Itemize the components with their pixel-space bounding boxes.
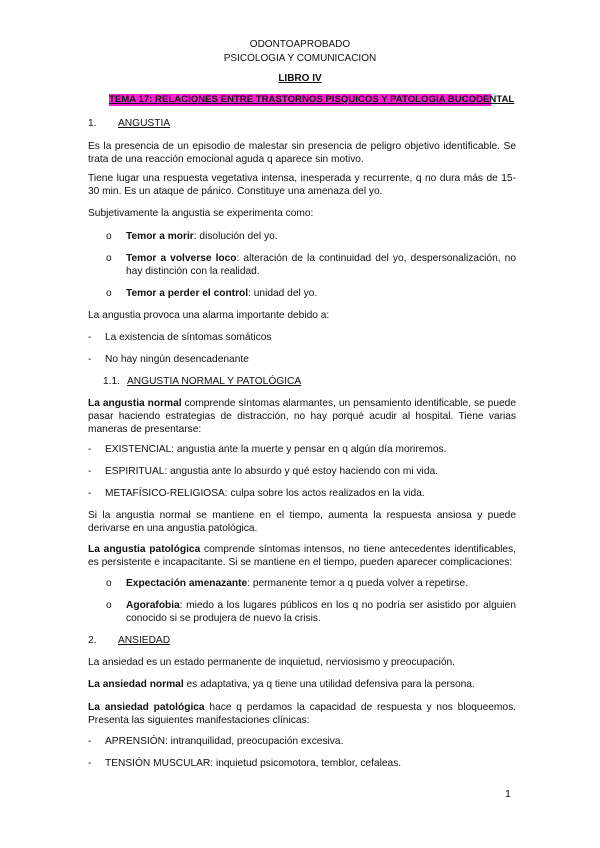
section-2-number: 2. — [88, 635, 97, 646]
bullet-marker: o — [106, 288, 112, 299]
dash-text: METAFÍSICO-RELIGIOSA: culpa sobre los actos realizados en la vida. — [105, 488, 425, 499]
bullet-term: Temor a perder el control — [126, 288, 249, 299]
s1-dash-1 — [88, 331, 516, 344]
term-angustia-patologica: La angustia patológica — [88, 544, 201, 555]
header-subject: PSICOLOGIA Y COMUNICACION — [223, 53, 377, 64]
s1-paragraph-2: Tiene lugar una respuesta vegetativa intensa, inesperada y recurrente, q no dura más de 15-30 min. Es un ataque de pánico. Constituye una amenaza del yo. — [88, 173, 516, 197]
bullet-text: : miedo a los lugares públicos en los q no podría ser asistido por alguien conocido si se produjera de nuevo la crisis. — [126, 600, 516, 624]
s1-dash-2 — [88, 353, 516, 366]
bullet-marker: o — [106, 578, 112, 589]
s11-dash-2 — [88, 465, 516, 478]
section-2-heading — [88, 634, 170, 647]
s1-bullet-1 — [106, 230, 516, 243]
s11-paragraph-2: Si la angustia normal se mantiene en el tiempo, aumenta la respuesta ansiosa y puede derivarse en una angustia patológica. — [88, 510, 516, 534]
dash-marker: - — [88, 758, 92, 769]
dash-marker: - — [88, 332, 92, 343]
header-libro: LIBRO IV — [278, 73, 322, 84]
section-1-1-title: ANGUSTIA NORMAL Y PATOLÓGICA — [127, 376, 302, 387]
s2-paragraph-3 — [88, 701, 516, 727]
s11-paragraph-3-text: comprende síntomas intensos, no tiene antecedentes identificables, es persistente e incapacitante. Si se mantiene en el tiempo, pueden aparecer complicaciones: — [88, 544, 516, 568]
bullet-term: Temor a morir — [126, 231, 194, 242]
s11-bullet-1 — [106, 577, 516, 590]
dash-text: TENSIÓN MUSCULAR: inquietud psicomotora, temblor, cefaleas. — [105, 758, 402, 769]
page-number: 1 — [505, 788, 511, 800]
dash-text: ESPIRITUAL: angustia ante lo absurdo y qué estoy haciendo con mi vida. — [105, 466, 438, 477]
tema-title: TEMA 17: RELACIONES ENTRE TRASTORNOS PISQUICOS Y PATOLOGIA BUCODENTAL — [109, 94, 515, 105]
bullet-text: : disolución del yo. — [193, 231, 278, 242]
s1-bullet-3 — [106, 287, 516, 300]
section-2-title: ANSIEDAD — [118, 635, 171, 646]
s11-paragraph-3 — [88, 543, 516, 569]
section-1-heading — [88, 117, 170, 130]
section-1-1-heading — [103, 375, 301, 388]
dash-marker: - — [88, 488, 92, 499]
bullet-marker: o — [106, 231, 112, 242]
bullet-marker: o — [106, 253, 112, 264]
s1-paragraph-1: Es la presencia de un episodio de malestar sin presencia de peligro objetivo identificable. Se trata de una reacción emocional aguda q aparece sin motivo. — [88, 141, 516, 165]
s2-paragraph-1: La ansiedad es un estado permanente de inquietud, nerviosismo y preocupación. — [88, 657, 455, 668]
bullet-term: Temor a volverse loco — [126, 253, 237, 264]
dash-text: APRENSIÓN: intranquilidad, preocupación excesiva. — [105, 736, 344, 747]
s11-paragraph-1-text: comprende síntomas alarmantes, un pensamiento identificable, se puede pasar haciendo estrategias de distracción, no hay porqué acudir al hospital. Tiene varias maneras de presentarse: — [88, 398, 517, 435]
s1-paragraph-3: Subjetivamente la angustia se experimenta como: — [88, 208, 314, 219]
bullet-marker: o — [106, 600, 112, 611]
dash-text: No hay ningún desencadenante — [105, 354, 249, 365]
term-ansiedad-patologica: La ansiedad patológica — [88, 702, 205, 713]
s2-dash-1 — [88, 735, 516, 748]
s11-paragraph-1 — [88, 397, 516, 436]
s2-paragraph-3-text: hace q perdamos la capacidad de respuesta y nos bloqueemos. Presenta las siguientes manifestaciones clínicas: — [88, 702, 516, 726]
dash-text: EXISTENCIAL: angustia ante la muerte y pensar en q algún día moriremos. — [105, 444, 447, 455]
s11-bullet-2 — [106, 599, 516, 625]
bullet-text: : alteración de la continuidad del yo, despersonalización, no hay distinción con la realidad. — [126, 253, 516, 277]
s2-paragraph-2-text: es adaptativa, ya q tiene una utilidad defensiva para la persona. — [183, 679, 475, 690]
s2-dash-2 — [88, 757, 516, 770]
s1-paragraph-4: La angustia provoca una alarma importante debido a: — [88, 310, 330, 321]
bullet-term: Expectación amenazante — [126, 578, 248, 589]
s1-bullet-2 — [106, 252, 516, 278]
bullet-text: : unidad del yo. — [248, 288, 318, 299]
s2-paragraph-2 — [88, 678, 516, 691]
header-org: ODONTOAPROBADO — [249, 39, 351, 50]
dash-marker: - — [88, 444, 92, 455]
section-1-title: ANGUSTIA — [118, 118, 171, 129]
term-angustia-normal: La angustia normal — [88, 398, 182, 409]
bullet-term: Agorafobia — [126, 600, 180, 611]
s11-dash-1 — [88, 443, 516, 456]
term-ansiedad-normal: La ansiedad normal — [88, 679, 184, 690]
section-1-number: 1. — [88, 118, 97, 129]
bullet-text: : permanente temor a q pueda volver a repetirse. — [247, 578, 469, 589]
section-1-1-number: 1.1. — [103, 376, 120, 387]
dash-marker: - — [88, 466, 92, 477]
s11-dash-3 — [88, 487, 516, 500]
dash-text: La existencia de síntomas somáticos — [105, 332, 272, 343]
dash-marker: - — [88, 736, 92, 747]
dash-marker: - — [88, 354, 92, 365]
